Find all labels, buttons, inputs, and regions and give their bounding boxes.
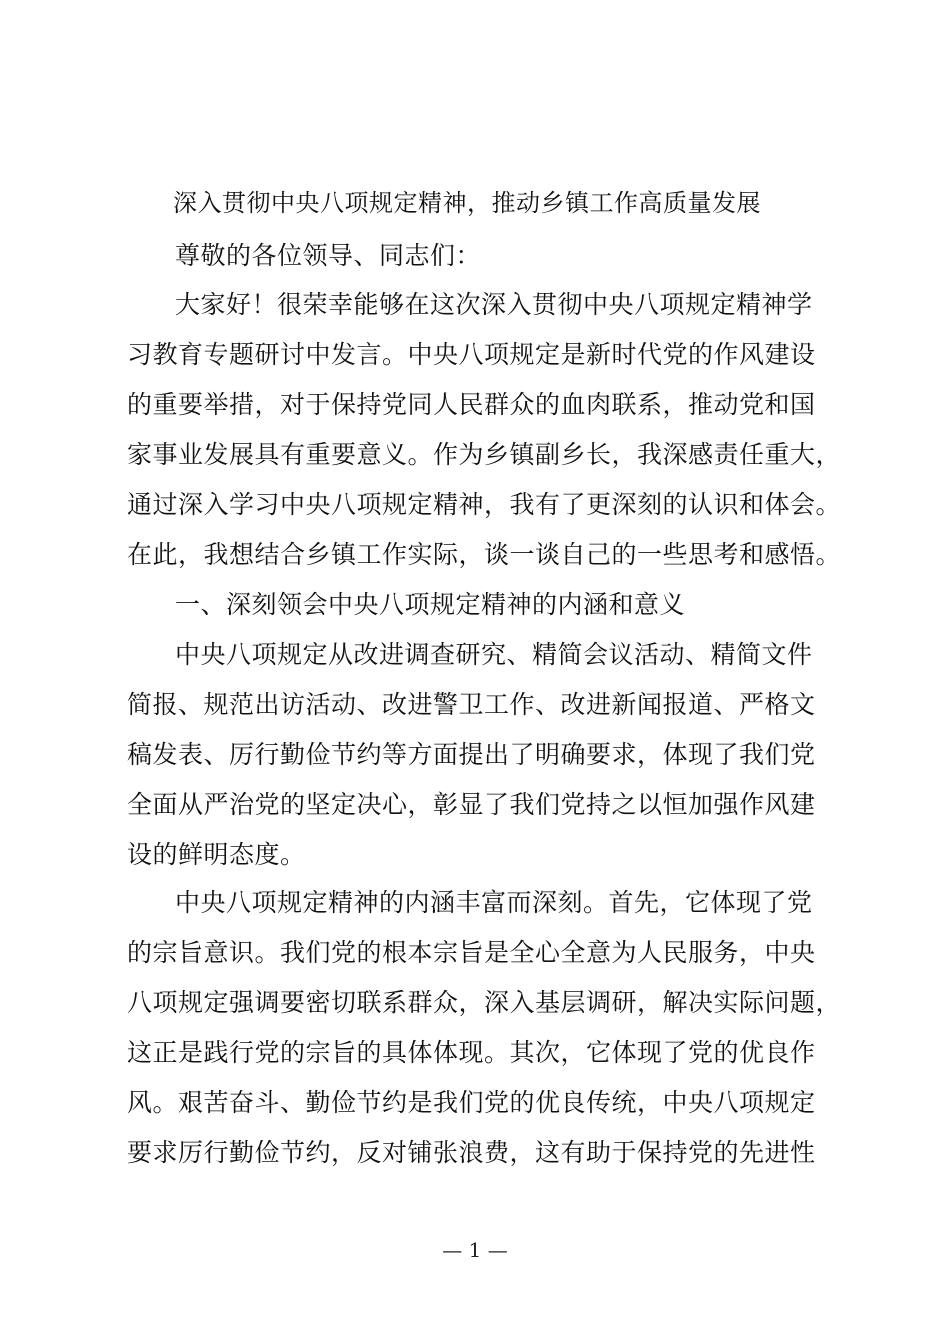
paragraph-line: 风。艰苦奋斗、勤俭节约是我们党的优良传统，中央八项规定 <box>127 1088 816 1117</box>
paragraph-line: 习教育专题研讨中发言。中央八项规定是新时代党的作风建设 <box>127 340 816 369</box>
document-title: 深入贯彻中央八项规定精神，推动乡镇工作高质量发展 <box>173 189 761 217</box>
paragraph-line: 八项规定强调要密切联系群众，深入基层调研，解决实际问题， <box>127 988 842 1017</box>
paragraph-line: 这正是践行党的宗旨的具体体现。其次，它体现了党的优良作 <box>127 1038 816 1067</box>
paragraph-line: 设的鲜明态度。 <box>127 840 306 869</box>
paragraph-line: 大家好！很荣幸能够在这次深入贯彻中央八项规定精神学 <box>175 290 813 319</box>
paragraph-line: 的重要举措，对于保持党同人民群众的血肉联系，推动党和国 <box>127 390 816 419</box>
page-number: — 1 — <box>442 1238 508 1262</box>
section-heading: 一、深刻领会中央八项规定精神的内涵和意义 <box>175 590 686 619</box>
paragraph-line: 家事业发展具有重要意义。作为乡镇副乡长，我深感责任重大， <box>127 440 842 469</box>
paragraph-line: 稿发表、厉行勤俭节约等方面提出了明确要求，体现了我们党 <box>127 740 816 769</box>
paragraph-line: 的宗旨意识。我们党的根本宗旨是全心全意为人民服务，中央 <box>127 938 816 967</box>
paragraph-line: 在此，我想结合乡镇工作实际，谈一谈自己的一些思考和感悟。 <box>127 540 842 569</box>
paragraph-line: 中央八项规定从改进调查研究、精简会议活动、精简文件 <box>175 640 813 669</box>
paragraph-line: 通过深入学习中央八项规定精神，我有了更深刻的认识和体会。 <box>127 490 842 519</box>
paragraph-line: 中央八项规定精神的内涵丰富而深刻。首先，它体现了党 <box>175 888 813 917</box>
paragraph-line: 全面从严治党的坚定决心，彰显了我们党持之以恒加强作风建 <box>127 790 816 819</box>
greeting: 尊敬的各位领导、同志们： <box>175 241 482 270</box>
paragraph-line: 要求厉行勤俭节约，反对铺张浪费，这有助于保持党的先进性 <box>127 1138 816 1167</box>
paragraph-line: 简报、规范出访活动、改进警卫工作、改进新闻报道、严格文 <box>127 690 816 719</box>
